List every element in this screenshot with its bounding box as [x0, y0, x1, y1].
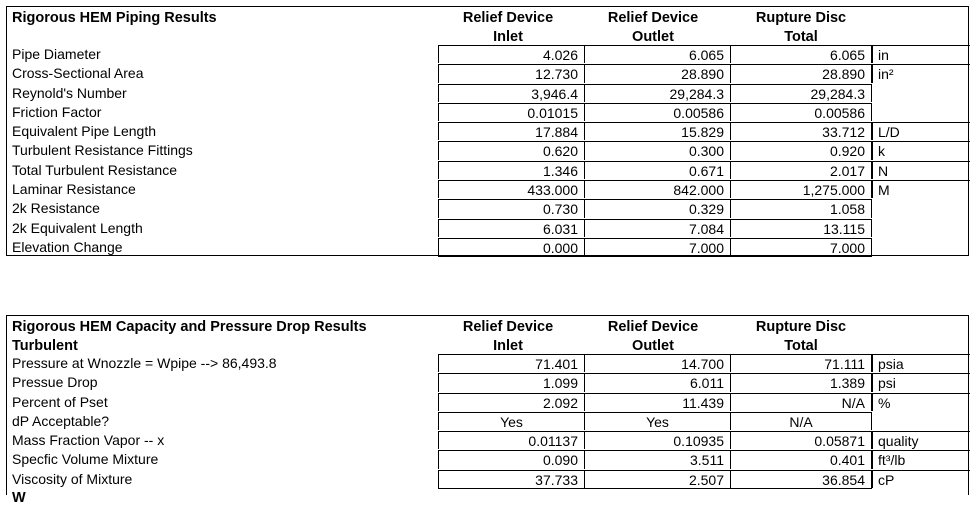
- column-header-line: Relief Device: [607, 319, 699, 335]
- total-value: 36.854: [730, 470, 872, 489]
- inlet-value: 0.620: [438, 141, 585, 159]
- table-row: [7, 450, 968, 469]
- outlet-value: 15.829: [584, 122, 731, 140]
- table-row: [7, 45, 968, 64]
- column-header-outlet: [583, 318, 723, 355]
- inlet-value: 17.884: [438, 122, 585, 140]
- column-header-outlet: [583, 9, 723, 46]
- column-header-line: Rupture Disc: [755, 319, 847, 335]
- row-label: Pressure at Wnozzle = Wpipe --> 86,493.8: [12, 355, 277, 371]
- outlet-value: 0.00586: [584, 103, 731, 121]
- cutoff-row-label: W: [12, 490, 26, 506]
- inlet-value: 0.730: [438, 199, 585, 217]
- row-label: Friction Factor: [12, 103, 102, 120]
- outlet-value: 0.329: [584, 199, 731, 217]
- unit-label: cP: [872, 470, 970, 488]
- unit-label: quality: [872, 431, 970, 449]
- piping-results-table: [6, 6, 969, 256]
- table-row: [7, 354, 968, 373]
- row-label: dP Acceptable?: [12, 412, 110, 429]
- inlet-value: 37.733: [438, 470, 585, 489]
- outlet-value: 28.890: [584, 64, 731, 82]
- inlet-value: 433.000: [438, 180, 585, 198]
- total-value: 71.111: [730, 354, 872, 372]
- table-row: [7, 141, 968, 160]
- outlet-value: 0.300: [584, 141, 731, 159]
- table-title: Rigorous HEM Piping Results: [12, 10, 217, 26]
- table-title-line: Rigorous HEM Capacity and Pressure Drop Results: [12, 319, 367, 335]
- unit-label: %: [872, 393, 970, 411]
- table-row: [7, 431, 968, 450]
- unit-label: M: [872, 180, 970, 198]
- capacity-results-table: [6, 315, 969, 506]
- column-header-line: Relief Device: [607, 10, 699, 26]
- total-value: 6.065: [730, 45, 872, 63]
- column-header-line: Relief Device: [462, 319, 554, 335]
- inlet-value: 12.730: [438, 64, 585, 82]
- unit-label: [872, 412, 970, 430]
- row-label: Viscosity of Mixture: [12, 470, 133, 487]
- total-value: 0.05871: [730, 431, 872, 449]
- total-value: 1.389: [730, 373, 872, 391]
- table-row: [7, 238, 968, 257]
- column-header-inlet: [438, 318, 578, 355]
- unit-label: psia: [872, 354, 970, 372]
- outlet-value: 6.065: [584, 45, 731, 63]
- inlet-value: 6.031: [438, 219, 585, 237]
- row-label: Elevation Change: [12, 238, 123, 255]
- table-title: [12, 318, 367, 356]
- total-value: 0.00586: [730, 103, 872, 121]
- row-label: Turbulent Resistance Fittings: [12, 142, 193, 159]
- inlet-value: 1.099: [438, 373, 585, 391]
- inlet-value: 2.092: [438, 393, 585, 411]
- outlet-value: 11.439: [584, 393, 731, 411]
- total-value: 7.000: [730, 238, 872, 257]
- table-row: [7, 84, 968, 103]
- table-subtitle: Turbulent: [12, 338, 78, 354]
- unit-label: [872, 219, 970, 237]
- row-label: Percent of Pset: [12, 393, 108, 410]
- unit-label: ft³/lb: [872, 450, 970, 468]
- row-label: 2k Resistance: [12, 200, 100, 217]
- row-label: Pipe Diameter: [12, 46, 101, 62]
- total-value: 29,284.3: [730, 84, 872, 102]
- row-label: Mass Fraction Vapor -- x: [12, 432, 165, 449]
- outlet-value: 6.011: [584, 373, 731, 391]
- inlet-value: 4.026: [438, 45, 585, 63]
- column-header-line: Relief Device: [462, 10, 554, 26]
- unit-label: [872, 238, 970, 256]
- table-body: [7, 45, 968, 257]
- unit-label: N: [872, 161, 970, 179]
- row-label: Reynold's Number: [12, 84, 127, 101]
- column-header-line: Outlet: [632, 28, 674, 45]
- row-label: Total Turbulent Resistance: [12, 161, 177, 178]
- total-value: 0.920: [730, 141, 872, 159]
- table-body: [7, 354, 968, 489]
- total-value: 1.058: [730, 199, 872, 217]
- row-label: Pressue Drop: [12, 374, 98, 391]
- row-label: Specfic Volume Mixture: [12, 451, 159, 468]
- table-row: [7, 180, 968, 199]
- column-header-total: [731, 9, 871, 46]
- inlet-value: 0.000: [438, 238, 585, 257]
- inlet-value: 0.01015: [438, 103, 585, 121]
- inlet-value: 0.01137: [438, 431, 585, 449]
- outlet-value: 0.671: [584, 161, 731, 179]
- table-row: [7, 161, 968, 180]
- column-header-inlet: [438, 9, 578, 46]
- table-row: [7, 64, 968, 83]
- row-label: Equivalent Pipe Length: [12, 123, 156, 140]
- row-label: Laminar Resistance: [12, 181, 136, 198]
- column-header-line: Inlet: [493, 337, 523, 354]
- total-value: 2.017: [730, 161, 872, 179]
- table-row: [7, 373, 968, 392]
- inlet-value: Yes: [438, 412, 585, 430]
- unit-label: k: [872, 141, 970, 159]
- outlet-value: 842.000: [584, 180, 731, 198]
- inlet-value: 0.090: [438, 450, 585, 468]
- outlet-value: 7.000: [584, 238, 731, 257]
- total-value: 1,275.000: [730, 180, 872, 198]
- total-value: N/A: [730, 393, 872, 411]
- outlet-value: Yes: [584, 412, 731, 430]
- row-label: 2k Equivalent Length: [12, 219, 143, 236]
- outlet-value: 14.700: [584, 354, 731, 372]
- table-row: [7, 393, 968, 412]
- outlet-value: 2.507: [584, 470, 731, 489]
- table-row: [7, 199, 968, 218]
- unit-label: in: [872, 45, 970, 63]
- column-header-line: Total: [784, 28, 818, 45]
- row-label: Cross-Sectional Area: [12, 65, 144, 82]
- outlet-value: 0.10935: [584, 431, 731, 449]
- column-header-line: Total: [784, 337, 818, 354]
- outlet-value: 29,284.3: [584, 84, 731, 102]
- unit-label: L/D: [872, 122, 970, 140]
- unit-label: in²: [872, 64, 970, 82]
- table-row: [7, 219, 968, 238]
- table-row: [7, 470, 968, 489]
- inlet-value: 3,946.4: [438, 84, 585, 102]
- inlet-value: 71.401: [438, 354, 585, 372]
- unit-label: [872, 84, 970, 102]
- unit-label: [872, 103, 970, 121]
- outlet-value: 3.511: [584, 450, 731, 468]
- column-header-line: Rupture Disc: [755, 10, 847, 26]
- total-value: 28.890: [730, 64, 872, 82]
- column-header-line: Inlet: [493, 28, 523, 45]
- unit-label: psi: [872, 373, 970, 391]
- table-row: [7, 412, 968, 431]
- column-header-line: Outlet: [632, 337, 674, 354]
- column-header-total: [731, 318, 871, 355]
- table-row: [7, 103, 968, 122]
- total-value: 13.115: [730, 219, 872, 237]
- outlet-value: 7.084: [584, 219, 731, 237]
- unit-label: [872, 199, 970, 217]
- inlet-value: 1.346: [438, 161, 585, 179]
- table-row: [7, 122, 968, 141]
- total-value: N/A: [730, 412, 872, 430]
- total-value: 0.401: [730, 450, 872, 468]
- total-value: 33.712: [730, 122, 872, 140]
